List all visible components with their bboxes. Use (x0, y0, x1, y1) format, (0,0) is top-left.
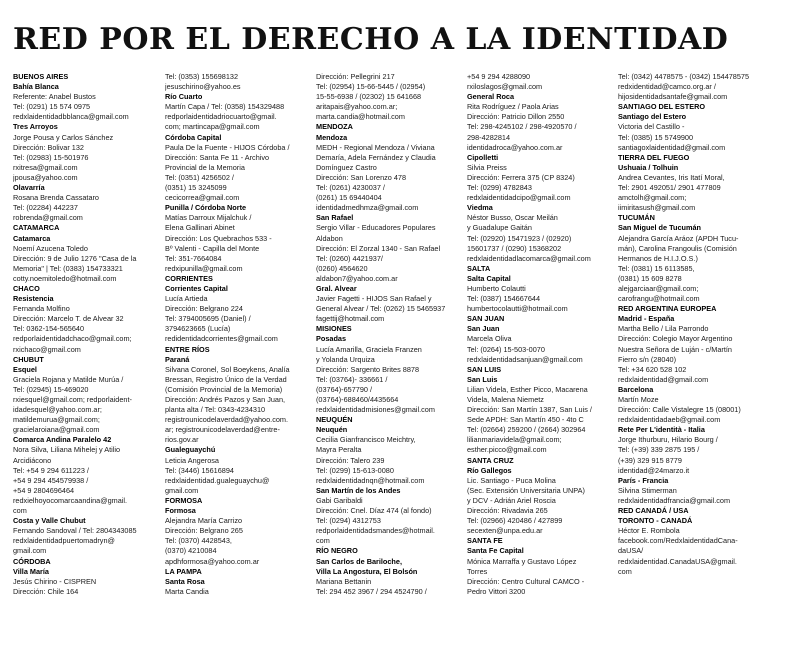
entry-line: iimiritasush@gmail.com (618, 203, 696, 213)
entry-line: ar; registrounicodelaverdad@entre- (165, 425, 280, 435)
section-heading: París - Francia (618, 475, 669, 485)
section-heading: SAN LUIS (467, 364, 502, 374)
entry-line: Gabi Garibaldi (316, 495, 363, 505)
entry-line: Victoria del Castillo - (618, 122, 685, 132)
entry-line: Dirección: Cnel. Díaz 474 (al fondo) (316, 506, 432, 516)
entry-line: Tel: (0299) 4782843 (467, 183, 532, 193)
entry-line: 3794623665 (Lucía) (165, 324, 231, 334)
entry-line: Lic. Santiago - Puca Molina (467, 475, 556, 485)
entry-line: Marcela Oliva (467, 334, 512, 344)
section-heading: MENDOZA (316, 122, 353, 132)
entry-line: mán), Carolina Frangoulis (Comisión (618, 243, 737, 253)
entry-line: Dirección: Belgrano 224 (165, 304, 243, 314)
entry-line: marta.candia@hotmail.com (316, 112, 405, 122)
section-heading: TORONTO - CANADÁ (618, 516, 693, 526)
entry-line: cecicorrea@gmail.com (165, 193, 240, 203)
entry-line: Dirección: Patricio Dillon 2550 (467, 112, 565, 122)
section-heading: CATAMARCA (13, 223, 60, 233)
entry-line: Bº Valenti - Capilla del Monte (165, 243, 260, 253)
entry-line: hijosidentidadsantafe@gmail.com (618, 92, 728, 102)
section-heading: SANTIAGO DEL ESTERO (618, 102, 706, 112)
section-heading: Córdoba Capital (165, 132, 222, 142)
entry-line: Tel: 2901 492051/ 2901 477809 (618, 183, 721, 193)
entry-line: Rosana Brenda Cassataro (13, 193, 99, 203)
entry-line: Tel: 0362-154-565640 (13, 324, 84, 334)
section-heading: San Luis (467, 374, 498, 384)
section-heading: San Miguel de Tucumán (618, 223, 701, 233)
entry-line: (0370) 4210084 (165, 546, 217, 556)
entry-line: gracielaroiana@gmail.com (13, 425, 100, 435)
entry-line: (0261) 15 69440404 (316, 193, 382, 203)
entry-line: redidentidadcorrientes@gmail.com (165, 334, 278, 344)
entry-line: com (13, 506, 27, 516)
entry-line: redxlaidentidadnqn@hotmail.com (316, 475, 425, 485)
section-heading: SAN JUAN (467, 314, 505, 324)
entry-line: Tel: (0261) 4230037 / (316, 183, 385, 193)
entry-line: cotty.noemitoledo@hotmail.com (13, 273, 117, 283)
entry-line: Leticia Angerosa (165, 455, 219, 465)
entry-line: santiagoxlaidentidad@gmail.com (618, 142, 726, 152)
entry-line: Néstor Busso, Oscar Meilán (467, 213, 558, 223)
entry-line: rxichaco@gmail.com (13, 344, 81, 354)
entry-line: Tel: (0299) 15-613-0080 (316, 465, 394, 475)
entry-line: registrounicodelaverdad@yahoo.com. (165, 415, 289, 425)
entry-line: +54 9 294 454579938 / (13, 475, 89, 485)
section-heading: Santa Fe Capital (467, 546, 524, 556)
entry-line: rios.gov.ar (165, 435, 199, 445)
entry-line: rxiloslagos@gmail.com (467, 82, 543, 92)
entry-line: Rita Rodríguez / Paola Arias (467, 102, 559, 112)
section-heading: Comarca Andina Paralelo 42 (13, 435, 112, 445)
entry-line: redxlaidentidadmisiones@gmail.com (316, 405, 435, 415)
entry-line: redxlaidentidadpuertomadryn@ (13, 536, 115, 546)
entry-line: redxlaidentidad@gmail.com (618, 374, 709, 384)
entry-line: Tel: +54 9 294 611223 / (13, 465, 89, 475)
entry-line: MEDH - Regional Mendoza / Viviana (316, 142, 435, 152)
entry-line: fagettij@hotmail.com (316, 314, 385, 324)
entry-line: Tel: (0387) 154667644 (467, 294, 541, 304)
entry-line: redxlaidentidadsanjuan@gmail.com (467, 354, 583, 364)
entry-line: daUSA/ (618, 546, 644, 556)
section-heading: Salta Capital (467, 273, 511, 283)
section-heading: Tres Arroyos (13, 122, 58, 132)
entry-line: Tel: (02966) 420486 / 427899 (467, 516, 563, 526)
section-heading: TUCUMÁN (618, 213, 655, 223)
entry-line: Martha Bello / Lila Parrondo (618, 324, 709, 334)
entry-line: Dirección: 9 de Julio 1276 "Casa de la (13, 253, 137, 263)
entry-line: redxlaidentidad.CanadaUSA@gmail. (618, 556, 737, 566)
entry-line: Dirección: Colegio Mayor Argentino (618, 334, 733, 344)
entry-line: Tel: (+39) 339 2875 195 / (618, 445, 700, 455)
entry-line: Dirección: Pellegrini 217 (316, 72, 395, 81)
section-heading: Olavarría (13, 183, 45, 193)
entry-line: Tel: (0342) 4478575 - (0342) 154478575 (618, 72, 750, 81)
entry-line: Tel: (0351) 4256502 / (165, 172, 234, 182)
section-heading: Mendoza (316, 132, 348, 142)
entry-line: Sede APDH: San Martín 450 - 4to C (467, 415, 584, 425)
section-heading: Formosa (165, 506, 196, 516)
entry-line: Lucía Amarilla, Graciela Franzen (316, 344, 422, 354)
entry-line: General Alvear / Tel: (0262) 15 5465937 (316, 304, 446, 314)
entry-line: Fernanda Molfino (13, 304, 70, 314)
entry-line: +54 9 294 4288090 (467, 72, 531, 81)
directory-column (618, 72, 767, 669)
entry-line: +54 9 2804696464 (13, 485, 75, 495)
entry-line: y DCV - Adrián Ariel Roscia (467, 495, 556, 505)
entry-line: Tel: (03764)- 336661 / (316, 374, 388, 384)
entry-line: Arcidiácono (13, 455, 52, 465)
section-heading: San Martín de los Andes (316, 485, 401, 495)
entry-line: Tel: 298-4245102 / 298-4920570 / (467, 122, 577, 132)
entry-line: Dirección: Ferrera 375 (CP 8324) (467, 172, 575, 182)
entry-line: Tel: (0291) 15 574 0975 (13, 102, 91, 112)
entry-line: Tel: (02284) 442237 (13, 203, 78, 213)
entry-line: rxiesquel@gmail.com; redporlaident- (13, 395, 132, 404)
entry-line: identidad@24marzo.it (618, 465, 690, 475)
entry-line: Demaría, Adela Fernández y Claudia (316, 152, 436, 162)
section-heading: LA PAMPA (165, 566, 202, 576)
entry-line: rxitresa@gmail.com (13, 162, 78, 172)
entry-line: amctolh@gmail.com; (618, 193, 687, 203)
entry-line: Tel: (02920) 15471923 / (02920) (467, 233, 572, 243)
section-heading: Esquel (13, 364, 37, 374)
entry-line: Lucía Artieda (165, 294, 208, 304)
entry-line: Nora Silva, Liliana Mihelej y Atilio (13, 445, 121, 455)
entry-line: redporlaidentidadchaco@gmail.com; (13, 334, 132, 344)
entry-line: redporlaidentidadriocuarto@gmail. (165, 112, 277, 122)
entry-line: identidadmedhmza@gmail.com (316, 203, 419, 213)
entry-line: Cecilia Gianfrancisco Meichtry, (316, 435, 416, 445)
entry-line: Silvia Preiss (467, 162, 507, 172)
section-heading: RED CANADÁ / USA (618, 506, 689, 516)
entry-line: redxlaidentidadfrancia@gmail.com (618, 495, 731, 505)
entry-line: Silvina Stimerman (618, 485, 677, 495)
section-heading: Río Cuarto (165, 92, 203, 102)
entry-line: (0351) 15 3245099 (165, 183, 227, 193)
entry-line: Humberto Colautti (467, 283, 526, 293)
entry-line: Sergio Villar - Educadores Populares (316, 223, 436, 233)
entry-line: (Comisión Provincial de la Memoria) (165, 384, 283, 394)
entry-line: Dirección: Andrés Pazos y San Juan, (165, 395, 286, 404)
entry-line: Dirección: Belgrano 265 (165, 526, 243, 536)
section-heading: Viedma (467, 203, 493, 213)
section-heading: General Roca (467, 92, 515, 102)
entry-line: Dirección: Marcelo T. de Alvear 32 (13, 314, 124, 324)
entry-line: Mariana Bettanin (316, 576, 372, 586)
entry-line: humbertocolautti@hotmail.com (467, 304, 568, 314)
section-heading: San Juan (467, 324, 500, 334)
directory-column (316, 72, 465, 669)
entry-line: esther.picco@gmail.com (467, 445, 547, 455)
entry-line: matildemurua@gmail.com; (13, 415, 100, 425)
section-heading: Posadas (316, 334, 347, 344)
section-heading: BUENOS AIRES (13, 72, 69, 81)
section-heading: Barcelona (618, 384, 654, 394)
entry-line: 298-4282814 (467, 132, 511, 142)
entry-line: Mónica Marraffa y Gustavo López (467, 556, 577, 566)
directory-column (467, 72, 616, 669)
entry-line: aritapais@yahoo.com.ar; (316, 102, 398, 112)
section-heading: San Rafael (316, 213, 354, 223)
page-title: RED POR EL DERECHO A LA IDENTIDAD (13, 22, 729, 57)
entry-line: robrenda@gmail.com (13, 213, 83, 223)
entry-line: Matías Darroux Mijalchuk / (165, 213, 252, 223)
entry-line: y Yolanda Urquiza (316, 354, 375, 364)
entry-line: jpousa@yahoo.com (13, 172, 78, 182)
section-heading: RÍO NEGRO (316, 546, 358, 556)
entry-line: Alejandra María Carrizo (165, 516, 243, 526)
entry-line: redporlaidentidadsmandes@hotmail. (316, 526, 435, 536)
entry-line: Tel: 294 452 3967 / 294 4524790 / (316, 586, 427, 596)
section-heading: Paraná (165, 354, 190, 364)
entry-line: Pedro Vittori 3200 (467, 586, 526, 596)
entry-line: Tel: 351-7664084 (165, 253, 222, 263)
entry-line: (0381) 15 609 8278 (618, 273, 682, 283)
entry-line: Martín Moze (618, 395, 659, 404)
entry-line: redxlaidentidadlacomarca@gmail.com (467, 253, 591, 263)
entry-line: Martín Capa / Tel: (0358) 154329488 (165, 102, 285, 112)
section-heading: SANTA CRUZ (467, 455, 514, 465)
entry-line: Mayra Peralta (316, 445, 362, 455)
entry-line: Bressan, Registro Único de la Verdad (165, 374, 287, 384)
directory-columns (13, 72, 785, 669)
entry-line: Dirección: Calle Vistalegre 15 (08001) (618, 405, 741, 415)
entry-line: Héctor E. Rombola (618, 526, 680, 536)
section-heading: MISIONES (316, 324, 352, 334)
entry-line: redxidentidad@camco.org.ar / (618, 82, 716, 92)
entry-line: redxielhoyocomarcaandina@gmail. (13, 495, 128, 505)
entry-line: Jorge Ithurburu, Hilario Bourg / (618, 435, 718, 445)
section-heading: Madrid - España (618, 314, 675, 324)
entry-line: aldabon7@yahoo.com.ar (316, 273, 398, 283)
section-heading: Gualeguaychú (165, 445, 216, 455)
entry-line: Elena Gallinari Abinet (165, 223, 235, 233)
directory-column (165, 72, 314, 669)
entry-line: Graciela Rojana y Matilde Murúa / (13, 374, 124, 384)
entry-line: com (316, 536, 330, 546)
entry-line: Silvana Coronel, Sol Boeykens, Analía (165, 364, 290, 374)
entry-line: (0260) 4564620 (316, 263, 368, 273)
entry-line: Tel: (02945) 15-469020 (13, 384, 89, 394)
entry-line: Hermanos de H.I.J.O.S.) (618, 253, 698, 263)
entry-line: identidadroca@yahoo.com.ar (467, 142, 563, 152)
section-heading: FORMOSA (165, 495, 203, 505)
section-heading: Ushuaia / Tolhuin (618, 162, 679, 172)
entry-line: Paula De la Fuente - HIJOS Córdoba / (165, 142, 290, 152)
entry-line: Dirección: Talero 239 (316, 455, 385, 465)
section-heading: CÓRDOBA (13, 556, 51, 566)
entry-line: (+39) 329 915 8779 (618, 455, 682, 465)
entry-line: Dirección: Los Quebrachos 533 - (165, 233, 272, 243)
entry-line: Noemí Azucena Toledo (13, 243, 88, 253)
entry-line: Andrea Cevantes, Iris Itatí Moral, (618, 172, 725, 182)
entry-line: Dirección: Rivadavia 265 (467, 506, 548, 516)
entry-line: Dirección: Chile 164 (13, 586, 79, 596)
section-heading: Río Gallegos (467, 465, 512, 475)
entry-line: Tel: (0353) 155698132 (165, 72, 239, 81)
entry-line: gmail.com (165, 485, 199, 495)
entry-line: Lilian Videla, Esther Picco, Macarena (467, 384, 588, 394)
section-heading: RED ARGENTINA EUROPEA (618, 304, 717, 314)
section-heading: Catamarca (13, 233, 51, 243)
entry-line: redxlaidentidadcipo@gmail.com (467, 193, 571, 203)
entry-line: Torres (467, 566, 488, 576)
entry-line: Dirección: San Lorenzo 478 (316, 172, 407, 182)
entry-line: planta alta / Tel: 0343-4234310 (165, 405, 266, 415)
entry-line: Tel: +34 620 528 102 (618, 364, 687, 374)
entry-line: Memoria" | Tel: (0383) 154733321 (13, 263, 123, 273)
section-heading: ENTRE RÍOS (165, 344, 210, 354)
entry-line: Tel: (3446) 15616894 (165, 465, 234, 475)
section-heading: Santa Rosa (165, 576, 205, 586)
entry-line: Fierro s/n (28040) (618, 354, 676, 364)
entry-line: (03764)-688460/4435664 (316, 395, 399, 404)
entry-line: Jesús Chirino - CISPREN (13, 576, 97, 586)
section-heading: Villa María (13, 566, 49, 576)
entry-line: Nuestra Señora de Luján - c/Martín (618, 344, 732, 354)
entry-line: Dirección: Sargento Brites 8878 (316, 364, 420, 374)
entry-line: com; martincapa@gmail.com (165, 122, 260, 132)
entry-line: redxipunilla@gmail.com (165, 263, 243, 273)
section-heading: CORRIENTES (165, 273, 213, 283)
entry-line: lilianmariavidela@gmail.com; (467, 435, 562, 445)
section-heading: Bahía Blanca (13, 82, 59, 92)
section-heading: Neuquén (316, 425, 348, 435)
entry-line: Dirección: El Zorzal 1340 - San Rafael (316, 243, 441, 253)
section-heading: Punilla / Córdoba Norte (165, 203, 247, 213)
entry-line: Javier Fagetti - HIJOS San Rafael y (316, 294, 432, 304)
entry-line: alejgarciaar@gmail.com; (618, 283, 699, 293)
entry-line: redxlaidentidad.gualeguaychu@ (165, 475, 270, 485)
entry-line: idadesquel@yahoo.com.ar; (13, 405, 102, 415)
entry-line: Alejandra García Aráoz (APDH Tucu- (618, 233, 739, 243)
entry-line: Dirección: Bolivar 132 (13, 142, 84, 152)
section-heading: SALTA (467, 263, 491, 273)
section-heading: Corrientes Capital (165, 283, 228, 293)
section-heading: CHACO (13, 283, 40, 293)
entry-line: Referente: Anabel Bustos (13, 92, 96, 102)
section-heading: Santiago del Estero (618, 112, 687, 122)
entry-line: redxlaidentidadaeb@gmail.com (618, 415, 721, 425)
entry-line: facebook.com/RedxlaidentidadCana- (618, 536, 738, 546)
entry-line: (Sec. Extensión Universitaria UNPA) (467, 485, 585, 495)
entry-line: Tel: (0260) 4421937/ (316, 253, 383, 263)
section-heading: NEUQUÉN (316, 415, 353, 425)
entry-line: Dirección: San Martín 1387, San Luis / (467, 405, 592, 415)
entry-line: gmail.com (13, 546, 47, 556)
entry-line: Tel: (02664) 259200 / (2664) 302964 (467, 425, 586, 435)
entry-line: y Guadalupe Gaitán (467, 223, 532, 233)
entry-line: redxlaidentidadbblanca@gmail.com (13, 112, 129, 122)
entry-line: Aldabon (316, 233, 343, 243)
entry-line: com (618, 566, 632, 576)
section-heading: CHUBUT (13, 354, 44, 364)
entry-line: Tel: (0370) 4428543, (165, 536, 232, 546)
entry-line: Jorge Pousa y Carlos Sánchez (13, 132, 114, 142)
entry-line: Tel: (0264) 15-503-0070 (467, 344, 545, 354)
entry-line: secexten@unpa.edu.ar (467, 526, 543, 536)
section-heading: Rete Per L'identità - Italia (618, 425, 705, 435)
entry-line: 15601737 / (0290) 15368202 (467, 243, 562, 253)
entry-line: Tel: (0294) 4312753 (316, 516, 381, 526)
entry-line: Tel: (0385) 15 5749900 (618, 132, 694, 142)
entry-line: carofrangu@hotmail.com (618, 294, 700, 304)
section-heading: Cipolletti (467, 152, 499, 162)
entry-line: Dirección: Santa Fe 11 - Archivo (165, 152, 270, 162)
directory-column (13, 72, 162, 669)
section-heading: San Carlos de Bariloche, (316, 556, 402, 566)
section-heading: Gral. Alvear (316, 283, 357, 293)
entry-line: Tel: (02954) 15-66-5445 / (02954) (316, 82, 426, 92)
entry-line: Domínguez Castro (316, 162, 377, 172)
entry-line: apdhformosa@yahoo.com.ar (165, 556, 260, 566)
section-heading: Villa La Angostura, El Bolsón (316, 566, 418, 576)
entry-line: Tel: 3794005695 (Daniel) / (165, 314, 251, 324)
section-heading: SANTA FE (467, 536, 503, 546)
entry-line: Provincial de la Memoria (165, 162, 245, 172)
entry-line: Videla, Malena Niemetz (467, 395, 544, 404)
entry-line: Fernando Sandoval / Tel: 2804343085 (13, 526, 137, 536)
section-heading: Resistencia (13, 294, 54, 304)
section-heading: Costa y Valle Chubut (13, 516, 86, 526)
entry-line: Dirección: Centro Cultural CAMCO - (467, 576, 585, 586)
entry-line: Tel: (02983) 15-501976 (13, 152, 89, 162)
section-heading: TIERRA DEL FUEGO (618, 152, 690, 162)
entry-line: jesuschirino@yahoo.es (165, 82, 241, 92)
entry-line: 15-55-6938 / (02302) 15 641668 (316, 92, 422, 102)
entry-line: Marta Candia (165, 586, 209, 596)
entry-line: (03764)-657790 / (316, 384, 372, 394)
entry-line: Tel: (0381) 15 6113585, (618, 263, 695, 273)
